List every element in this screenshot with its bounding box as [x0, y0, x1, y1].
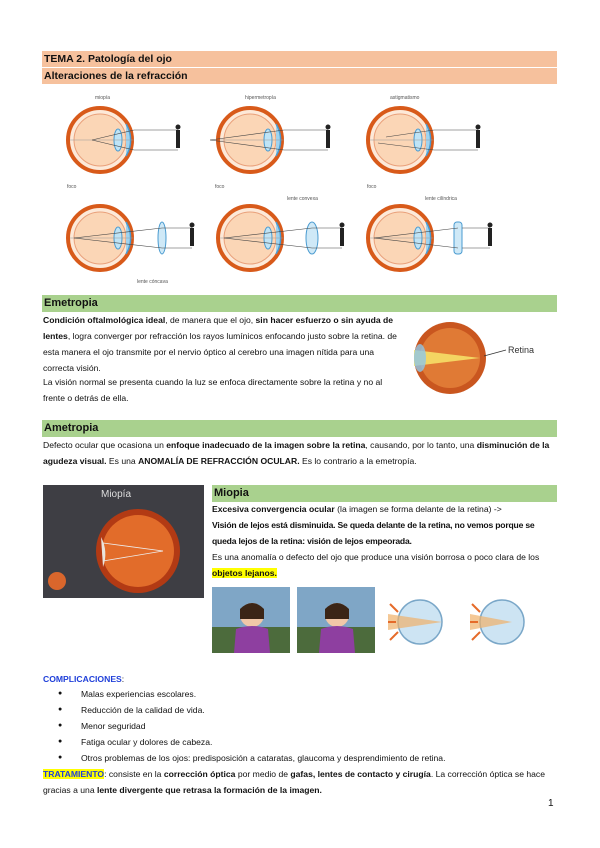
list-item: ● Malas experiencias escolares. [43, 686, 558, 702]
label-focus-1: foco [67, 184, 77, 190]
list-item: ● Otros problemas de los ojos: predisposición a cataratas, glaucoma y desprendimiento de retina. [43, 750, 558, 766]
emetropia-paragraph-1: Condición oftalmológica ideal, de manera que el ojo, sin hacer esfuerzo o sin ayuda de lentes, logra converger por refracción los rayos lumínicos enfocando justo sobre la retina. de esta manera el ojo transmite por el nervio óptico al cerebro una imagen nítida para una correcta visión. [43, 315, 397, 373]
refraction-figure [55, 88, 495, 288]
retina-label: Retina [508, 345, 535, 355]
label-myopia: miopía [95, 95, 111, 101]
section-title-miopia: Miopia [212, 485, 557, 502]
eye-diagram-astigmatism-corrected [368, 206, 493, 270]
blurred-photo-2 [297, 587, 375, 653]
eye-diagram-myopia-corrected [68, 206, 195, 270]
complicaciones-list [43, 686, 558, 766]
list-item: ● Menor seguridad [43, 718, 558, 734]
label-cylindrical-lens: lente cilíndrica [425, 196, 457, 202]
tratamiento-paragraph: TRATAMIENTO: consiste en la corrección óptica por medio de gafas, lentes de contacto y cirugía. La corrección óptica se hace gracias a una lente divergente que retrasa la formación de la imagen. [43, 769, 545, 795]
list-item: ● Fatiga ocular y dolores de cabeza. [43, 734, 558, 750]
label-astigmatism: astigmatismo [390, 95, 420, 101]
label-focus-3: foco [367, 184, 377, 190]
myopia-image [43, 485, 204, 598]
ametropia-paragraph: Defecto ocular que ocasiona un enfoque inadecuado de la imagen sobre la retina, causando, por lo tanto, una disminución de la agudeza visual. Es una ANOMALÍA DE REFRACCIÓN OCULAR. Es lo contrario a la emetropía. [43, 440, 550, 466]
eye-diagram-astigmatism [368, 108, 481, 172]
eye-diagram-hypermetropia [210, 108, 331, 172]
section-title-emetropia: Emetropia [42, 295, 557, 312]
retina-figure [408, 318, 558, 398]
emetropia-paragraph-2: La visión normal se presenta cuando la luz se enfoca directamente sobre la retina y no al frente o detrás de ella. [43, 377, 383, 403]
subtopic-title: Alteraciones de la refracción [42, 68, 557, 84]
list-item: ● Reducción de la calidad de vida. [43, 702, 558, 718]
page-number: 1 [548, 798, 554, 809]
label-hypermetropia: hipermetropía [245, 95, 276, 101]
label-concave-lens: lente cóncava [137, 279, 168, 285]
label-focus-2: foco [215, 184, 225, 190]
topic-title: TEMA 2. Patología del ojo [42, 51, 557, 67]
complicaciones-heading: COMPLICACIONES: [43, 674, 125, 684]
eye-diagram-hypermetropia-corrected [218, 206, 345, 270]
eye-diagram-myopia [68, 108, 181, 172]
blurred-photo-1 [212, 587, 290, 653]
myopia-image-title: Miopía [101, 489, 132, 500]
section-title-ametropia: Ametropia [42, 420, 557, 437]
label-convex-lens: lente convexa [287, 196, 318, 202]
miopia-paragraph: Excesiva convergencia ocular (la imagen se forma delante de la retina) -> Visión de lejos está disminuida. Se queda delante de la retina, no vemos porque se queda lejos de la retina: visión de lejos empeorada. Es una anomalía o defecto del ojo que produce una visión borrosa o poco clara de los objetos lejanos. [212, 504, 540, 578]
myopia-eye-diagrams [382, 592, 552, 654]
